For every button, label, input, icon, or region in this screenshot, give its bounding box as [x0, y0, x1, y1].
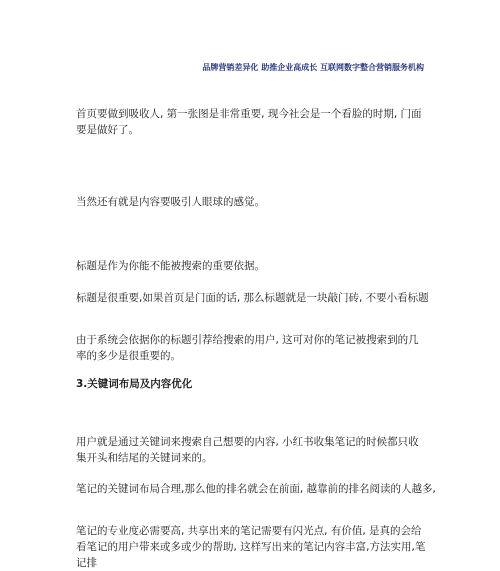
paragraph-title-importance: 标题是很重要,如果首页是门面的话, 那么标题就是一块敲门砖, 不要小看标题 — [76, 292, 429, 304]
paragraph-keyword-layout: 笔记的关键词布局合理,那么他的排名就会在前面, 越靠前的排名阅读的人越多, — [76, 483, 436, 495]
section-heading-keywords: 3.关键词布局及内容优化 — [76, 378, 193, 390]
paragraph-system-recommend: 由于系统会依据你的标题引荐给搜索的用户, 这可对你的笔记被搜索到的几率的多少是很重要的。 — [76, 334, 419, 362]
paragraph-professionalism: 笔记的专业度必需要高, 共享出来的笔记需要有闪光点, 有价值, 是真的会给看笔记的用户带来或多或少的帮助, 这样写出来的笔记内容丰富,方法实用,笔记排 — [76, 525, 426, 569]
header-tagline: 品牌营销差异化 助推企业高成长 互联网数字整合营销服务机构 — [202, 63, 424, 72]
paragraph-title-basis: 标题是作为你能不能被搜索的重要依据。 — [76, 260, 265, 272]
paragraph-homepage: 首页要做到吸收人, 第一张图是非常重要, 现今社会是一个看脸的时期, 门面要是做好了。 — [76, 108, 422, 136]
paragraph-content: 当然还有就是内容要吸引人眼球的感觉。 — [76, 196, 265, 208]
paragraph-keyword-search: 用户就是通过关键词来搜索自己想要的内容, 小红书收集笔记的时候都只收集开头和结尾的关键词来的。 — [76, 436, 419, 464]
